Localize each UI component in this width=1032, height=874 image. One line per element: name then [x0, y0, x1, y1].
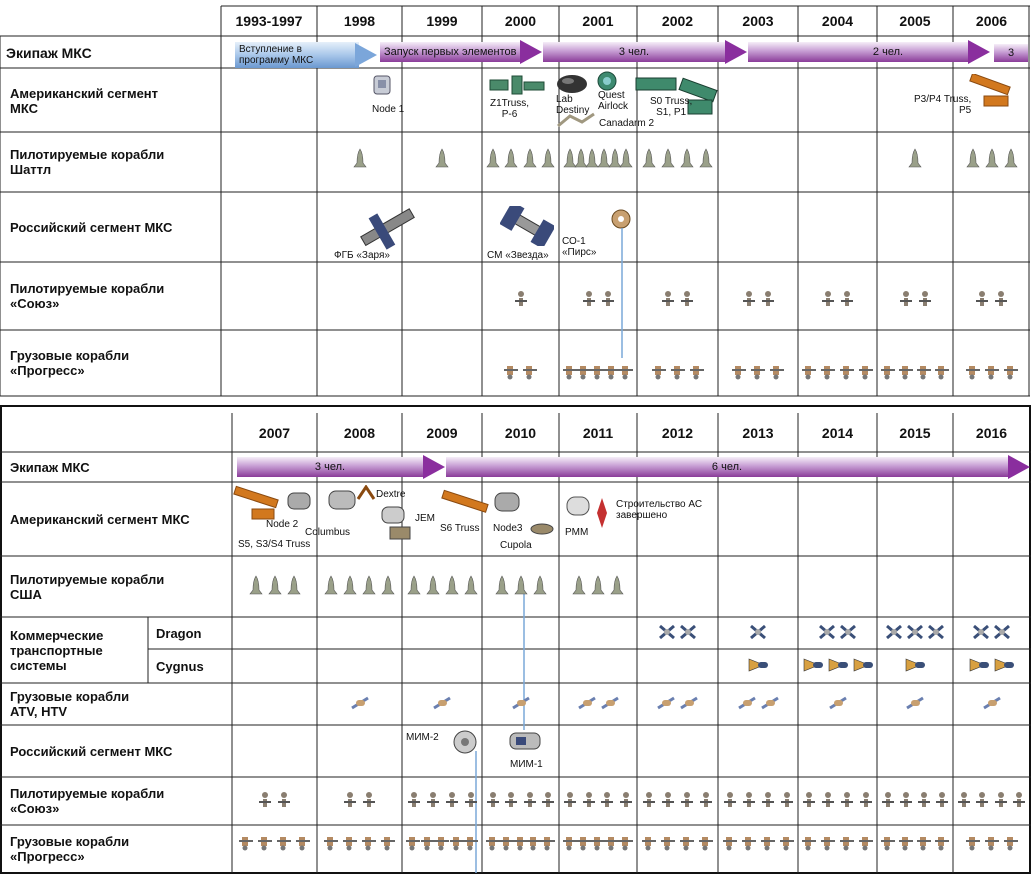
- bot-shuttle-icon: [324, 575, 338, 595]
- s0-label: S0 Truss, S1, P1: [650, 96, 693, 118]
- bot-progress-icon: [661, 833, 675, 851]
- bot-soyuz-icon: [504, 791, 518, 809]
- top-bar-launch-arrow: [520, 40, 542, 64]
- bot-progress-icon: [917, 833, 931, 851]
- jem-icon: [380, 505, 412, 541]
- bottom-table: [0, 405, 1031, 874]
- bot-soyuz-icon: [258, 791, 272, 809]
- mim1-label: МИМ-1: [510, 759, 543, 770]
- bot-soyuz-icon: [445, 791, 459, 809]
- bot-shuttle-icon: [249, 575, 263, 595]
- bot-progress-icon: [406, 833, 420, 851]
- top-shuttle-icon: [353, 148, 367, 168]
- top-shuttle-icon: [523, 148, 537, 168]
- mim2-label: МИМ-2: [406, 732, 439, 743]
- top-row-shuttle-label: Пилотируемые корабли Шаттл: [10, 147, 165, 177]
- completion-label: Строительство АС завершено: [616, 499, 703, 521]
- node3-label: Node3: [493, 523, 523, 534]
- bot-atv-icon: [906, 694, 924, 712]
- columbus-icon: [328, 489, 356, 511]
- bot-progress-icon: [642, 833, 656, 851]
- bot-progress-icon: [362, 833, 376, 851]
- top-soyuz-icon: [582, 290, 596, 308]
- quest-label: Quest Airlock: [598, 90, 629, 112]
- bot-dragon-icon: [750, 623, 766, 641]
- top-soyuz-icon: [840, 290, 854, 308]
- top-shuttle-icon: [486, 148, 500, 168]
- bot-soyuz-icon: [277, 791, 291, 809]
- bot-year-2015: 2015: [899, 424, 931, 441]
- top-progress-icon: [821, 362, 835, 380]
- bot-soyuz-icon: [917, 791, 931, 809]
- bot-shuttle-icon: [287, 575, 301, 595]
- top-soyuz-icon: [742, 290, 756, 308]
- top-progress-icon: [840, 362, 854, 380]
- top-row-us-segment-label: Американский сегмент МКС: [10, 86, 159, 116]
- bot-soyuz-icon: [994, 791, 1008, 809]
- bot-cygnus-icon: [905, 655, 925, 675]
- bot-soyuz-icon: [464, 791, 478, 809]
- bot-progress-icon: [723, 833, 737, 851]
- top-progress-icon: [917, 362, 931, 380]
- bot-atv-icon: [680, 694, 698, 712]
- bot-progress-icon: [296, 833, 310, 851]
- top-progress-icon: [504, 362, 518, 380]
- bot-dragon-icon: [973, 623, 989, 641]
- top-soyuz-icon: [601, 290, 615, 308]
- bot-progress-icon: [563, 833, 577, 851]
- top-soyuz-icon: [514, 290, 528, 308]
- bot-year-2009: 2009: [426, 424, 458, 441]
- top-year-2002: 2002: [661, 13, 694, 29]
- top-progress-icon: [770, 362, 784, 380]
- bot-progress-icon: [859, 833, 873, 851]
- bot-soyuz-icon: [975, 791, 989, 809]
- bot-soyuz-icon: [821, 791, 835, 809]
- s6-truss-icon: [440, 487, 490, 521]
- top-bar-entry: Вступление в программу МКС: [235, 42, 359, 68]
- top-soyuz-icon: [661, 290, 675, 308]
- bot-year-2010: 2010: [504, 424, 537, 441]
- bot-dragon-icon: [819, 623, 835, 641]
- bot-progress-icon: [450, 833, 464, 851]
- bot-progress-icon: [541, 833, 555, 851]
- bot-row-shuttle-label: Пилотируемые корабли США: [10, 571, 165, 602]
- top-soyuz-icon: [761, 290, 775, 308]
- bot-atv-icon: [512, 694, 530, 712]
- bot-soyuz-icon: [957, 791, 971, 809]
- bot-shuttle-icon: [426, 575, 440, 595]
- top-progress-icon: [985, 362, 999, 380]
- bot-shuttle-icon: [464, 575, 478, 595]
- bot-dragon-icon: [994, 623, 1010, 641]
- bot-progress-icon: [277, 833, 291, 851]
- bot-soyuz-icon: [563, 791, 577, 809]
- bot-progress-icon: [324, 833, 338, 851]
- bot-cygnus-icon: [853, 655, 873, 675]
- bot-row-crew-label: Экипаж МКС: [10, 459, 90, 475]
- bot-progress-icon: [514, 833, 528, 851]
- bot-soyuz-icon: [541, 791, 555, 809]
- top-soyuz-icon: [680, 290, 694, 308]
- top-progress-icon: [591, 362, 605, 380]
- top-year-2004: 2004: [821, 13, 854, 29]
- bot-year-2011: 2011: [582, 424, 614, 441]
- top-year-2005: 2005: [899, 13, 931, 29]
- bot-progress-icon: [742, 833, 756, 851]
- bot-progress-icon: [421, 833, 435, 851]
- bot-atv-icon: [738, 694, 756, 712]
- top-row-soyuz-label: Пилотируемые корабли «Союз»: [10, 281, 165, 311]
- so1-pirs-icon: [610, 208, 632, 230]
- bot-shuttle-icon: [362, 575, 376, 595]
- top-shuttle-icon: [985, 148, 999, 168]
- top-year-2000: 2000: [504, 13, 537, 29]
- z1-label: Z1Truss, P-6: [490, 98, 530, 120]
- node2-label: Node 2: [266, 519, 299, 530]
- bot-bar-3crew-arrow: [423, 455, 445, 479]
- bot-shuttle-icon: [514, 575, 528, 595]
- bot-progress-icon: [464, 833, 478, 851]
- node1-label: Node 1: [372, 104, 405, 115]
- top-progress-icon: [577, 362, 591, 380]
- sm-label: СМ «Звезда»: [487, 250, 549, 261]
- bot-soyuz-icon: [426, 791, 440, 809]
- bot-year-2014: 2014: [821, 424, 854, 441]
- so1-label: СО-1 «Пирс»: [562, 236, 597, 258]
- bot-progress-icon: [985, 833, 999, 851]
- bot-progress-icon: [258, 833, 272, 851]
- bot-shuttle-icon: [343, 575, 357, 595]
- top-bar-2crew-arrow: [968, 40, 990, 64]
- mim2-timeline-line: [474, 751, 478, 873]
- bot-soyuz-icon: [935, 791, 949, 809]
- s5-label: S5, S3/S4 Truss: [238, 539, 311, 550]
- bot-row-cygnus-label: Cygnus: [156, 658, 204, 674]
- bot-soyuz-icon: [899, 791, 913, 809]
- bot-shuttle-icon: [572, 575, 586, 595]
- bot-soyuz-icon: [343, 791, 357, 809]
- top-progress-icon: [935, 362, 949, 380]
- bot-year-2012: 2012: [661, 424, 694, 441]
- bot-dragon-icon: [907, 623, 923, 641]
- bot-bar-3crew: 3 чел.: [237, 457, 423, 477]
- top-soyuz-icon: [899, 290, 913, 308]
- top-shuttle-icon: [661, 148, 675, 168]
- top-year-1998: 1998: [343, 13, 376, 29]
- cupola-icon: [530, 521, 554, 535]
- bot-soyuz-icon: [859, 791, 873, 809]
- bot-soyuz-icon: [881, 791, 895, 809]
- bot-progress-icon: [840, 833, 854, 851]
- bot-shuttle-icon: [495, 575, 509, 595]
- top-row-crew-label: Экипаж МКС: [6, 44, 92, 61]
- bot-progress-icon: [605, 833, 619, 851]
- bot-shuttle-icon: [533, 575, 547, 595]
- top-progress-icon: [859, 362, 873, 380]
- top-progress-icon: [690, 362, 704, 380]
- bot-progress-icon: [802, 833, 816, 851]
- bot-shuttle-icon: [610, 575, 624, 595]
- top-bar-2crew: 2 чел.: [748, 42, 968, 62]
- top-progress-icon: [605, 362, 619, 380]
- bot-bar-6crew-arrow: [1008, 455, 1030, 479]
- bot-soyuz-icon: [723, 791, 737, 809]
- top-shuttle-icon: [642, 148, 656, 168]
- bot-progress-icon: [1004, 833, 1018, 851]
- top-bar-3crew: 3 чел.: [543, 42, 725, 62]
- top-shuttle-icon: [966, 148, 980, 168]
- bot-soyuz-icon: [619, 791, 633, 809]
- node3-icon: [494, 491, 520, 513]
- bot-progress-icon: [343, 833, 357, 851]
- bot-soyuz-icon: [840, 791, 854, 809]
- bot-soyuz-icon: [486, 791, 500, 809]
- bot-progress-icon: [500, 833, 514, 851]
- bot-atv-icon: [601, 694, 619, 712]
- bot-row-progress-label: Грузовые корабли «Прогресс»: [10, 834, 130, 864]
- bot-row-ru-segment-label: Российский сегмент МКС: [10, 743, 173, 759]
- bot-soyuz-icon: [642, 791, 656, 809]
- bot-shuttle-icon: [445, 575, 459, 595]
- bot-soyuz-icon: [582, 791, 596, 809]
- top-progress-icon: [619, 362, 633, 380]
- bot-progress-icon: [821, 833, 835, 851]
- top-bar-launch: Запуск первых элементов: [380, 42, 524, 62]
- node1-module-icon: [372, 74, 392, 96]
- top-progress-icon: [732, 362, 746, 380]
- dextre-label: Dextre: [376, 489, 406, 500]
- bot-row-soyuz-label: Пилотируемые корабли «Союз»: [10, 786, 165, 816]
- bot-progress-icon: [381, 833, 395, 851]
- top-progress-icon: [652, 362, 666, 380]
- bot-year-2016: 2016: [975, 424, 1008, 441]
- so1-timeline-line: [620, 228, 624, 358]
- top-shuttle-icon: [541, 148, 555, 168]
- top-shuttle-icon: [435, 148, 449, 168]
- top-shuttle-icon: [504, 148, 518, 168]
- bot-progress-icon: [435, 833, 449, 851]
- fgb-zarya-icon: [356, 206, 420, 250]
- top-row-ru-segment-label: Российский сегмент МКС: [10, 219, 173, 235]
- bot-progress-icon: [899, 833, 913, 851]
- node2-module-icon: [287, 491, 311, 511]
- bot-cygnus-icon: [969, 655, 989, 675]
- bot-dragon-icon: [886, 623, 902, 641]
- bot-progress-icon: [239, 833, 253, 851]
- bot-cygnus-icon: [803, 655, 823, 675]
- bot-year-2013: 2013: [742, 424, 774, 441]
- bot-shuttle-icon: [268, 575, 282, 595]
- top-progress-icon: [523, 362, 537, 380]
- bot-soyuz-icon: [742, 791, 756, 809]
- top-progress-icon: [899, 362, 913, 380]
- top-progress-icon: [802, 362, 816, 380]
- dextre-icon: [356, 485, 376, 501]
- mim1-icon: [508, 729, 542, 755]
- bot-shuttle-icon: [591, 575, 605, 595]
- top-soyuz-icon: [975, 290, 989, 308]
- top-progress-icon: [881, 362, 895, 380]
- bot-row-atv-label: Грузовые корабли ATV, HTV: [10, 689, 130, 719]
- bot-dragon-icon: [659, 623, 675, 641]
- bot-soyuz-icon: [780, 791, 794, 809]
- bot-dragon-icon: [840, 623, 856, 641]
- bot-atv-icon: [657, 694, 675, 712]
- bot-progress-icon: [680, 833, 694, 851]
- bot-year-2007: 2007: [258, 424, 291, 441]
- top-year-1993-1997: 1993-1997: [235, 13, 303, 29]
- bot-soyuz-icon: [761, 791, 775, 809]
- bot-soyuz-icon: [362, 791, 376, 809]
- s6-label: S6 Truss: [440, 523, 480, 534]
- bot-atv-icon: [578, 694, 596, 712]
- top-progress-icon: [671, 362, 685, 380]
- bot-progress-icon: [966, 833, 980, 851]
- bot-dragon-icon: [928, 623, 944, 641]
- top-shuttle-icon: [699, 148, 713, 168]
- top-progress-icon: [563, 362, 577, 380]
- top-progress-icon: [1004, 362, 1018, 380]
- lab-destiny-icon: [556, 72, 588, 96]
- bot-progress-icon: [780, 833, 794, 851]
- bot-cygnus-icon: [828, 655, 848, 675]
- bot-progress-icon: [527, 833, 541, 851]
- top-shuttle-icon: [1004, 148, 1018, 168]
- bot-dragon-icon: [680, 623, 696, 641]
- fgb-label: ФГБ «Заря»: [334, 250, 390, 261]
- bot-cygnus-icon: [748, 655, 768, 675]
- top-row-progress-label: Грузовые корабли «Прогресс»: [10, 348, 130, 378]
- bot-soyuz-icon: [699, 791, 713, 809]
- canadarm-icon: [556, 112, 596, 128]
- bot-progress-icon: [881, 833, 895, 851]
- bot-progress-icon: [699, 833, 713, 851]
- columbus-label: Columbus: [305, 527, 351, 538]
- top-year-1999: 1999: [426, 13, 458, 29]
- bot-atv-icon: [829, 694, 847, 712]
- pmm-label: PMM: [565, 527, 589, 538]
- bot-soyuz-icon: [680, 791, 694, 809]
- bot-row-dragon-label: Dragon: [156, 625, 202, 641]
- bot-soyuz-icon: [1012, 791, 1026, 809]
- bot-progress-icon: [935, 833, 949, 851]
- bot-row-commercial-label: Коммерческие транспортные системы: [10, 627, 104, 673]
- cupola-label: Cupola: [500, 540, 532, 551]
- bot-progress-icon: [486, 833, 500, 851]
- bot-atv-icon: [351, 694, 369, 712]
- top-year-2003: 2003: [742, 13, 774, 29]
- quest-airlock-icon: [596, 70, 618, 92]
- top-progress-icon: [966, 362, 980, 380]
- bot-year-2008: 2008: [343, 424, 376, 441]
- bot-soyuz-icon: [802, 791, 816, 809]
- bot-atv-icon: [761, 694, 779, 712]
- bot-row-us-segment-label: Американский сегмент МКС: [10, 511, 190, 527]
- bot-progress-icon: [577, 833, 591, 851]
- canadarm-label: Canadarm 2: [599, 118, 655, 129]
- top-soyuz-icon: [821, 290, 835, 308]
- bot-soyuz-icon: [661, 791, 675, 809]
- bot-bar-6crew: 6 чел.: [446, 457, 1008, 477]
- top-progress-icon: [751, 362, 765, 380]
- bot-progress-icon: [619, 833, 633, 851]
- top-bar-3crew-arrow: [725, 40, 747, 64]
- top-year-2006: 2006: [975, 13, 1008, 29]
- bot-soyuz-icon: [600, 791, 614, 809]
- top-year-2001: 2001: [582, 13, 614, 29]
- top-soyuz-icon: [918, 290, 932, 308]
- sm-zvezda-icon: [500, 206, 554, 246]
- p3p4-label: P3/P4 Truss, P5: [914, 94, 972, 116]
- bot-progress-icon: [591, 833, 605, 851]
- bot-soyuz-icon: [523, 791, 537, 809]
- lab-destiny-label: Lab Destiny: [556, 94, 590, 116]
- completion-marker-icon: [596, 497, 608, 529]
- bot-atv-icon: [983, 694, 1001, 712]
- bot-atv-icon: [433, 694, 451, 712]
- top-shuttle-icon: [619, 148, 633, 168]
- top-shuttle-icon: [908, 148, 922, 168]
- top-bar-entry-arrow: [355, 43, 377, 67]
- p3p4-truss-icon: [968, 74, 1014, 114]
- bot-shuttle-icon: [381, 575, 395, 595]
- bot-cygnus-icon: [994, 655, 1014, 675]
- top-shuttle-icon: [680, 148, 694, 168]
- jem-label: JEM: [415, 513, 435, 524]
- top-soyuz-icon: [994, 290, 1008, 308]
- top-bar-3crew-b: 3: [994, 44, 1028, 62]
- top-table: [0, 0, 1030, 397]
- bot-progress-icon: [761, 833, 775, 851]
- bot-shuttle-icon: [407, 575, 421, 595]
- bot-soyuz-icon: [407, 791, 421, 809]
- pmm-icon: [566, 495, 590, 517]
